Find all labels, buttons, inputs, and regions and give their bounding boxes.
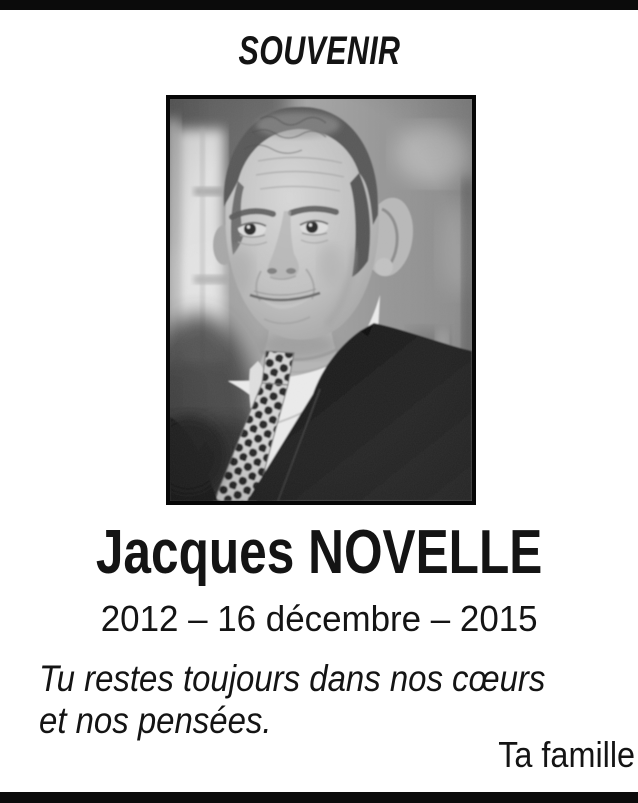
life-dates-text: 2012 – 16 décembre – 2015: [100, 598, 538, 639]
notice-type-heading: [0, 29, 638, 73]
memorial-message-line1: Tu restes toujours dans nos cœurs: [39, 658, 546, 699]
top-border-bar: [0, 0, 638, 10]
memorial-message: [39, 658, 545, 742]
signature: Ta famille: [498, 734, 635, 775]
bottom-border-bar: [0, 792, 638, 803]
deceased-name-text: Jacques NOVELLE: [95, 518, 543, 587]
life-dates: [0, 599, 638, 639]
portrait-photo-illustration: [170, 99, 472, 501]
deceased-name: [0, 518, 638, 588]
portrait-photo: [166, 95, 476, 505]
notice-type-text: SOUVENIR: [238, 29, 400, 73]
memorial-message-line2: et nos pensées.: [39, 700, 272, 741]
